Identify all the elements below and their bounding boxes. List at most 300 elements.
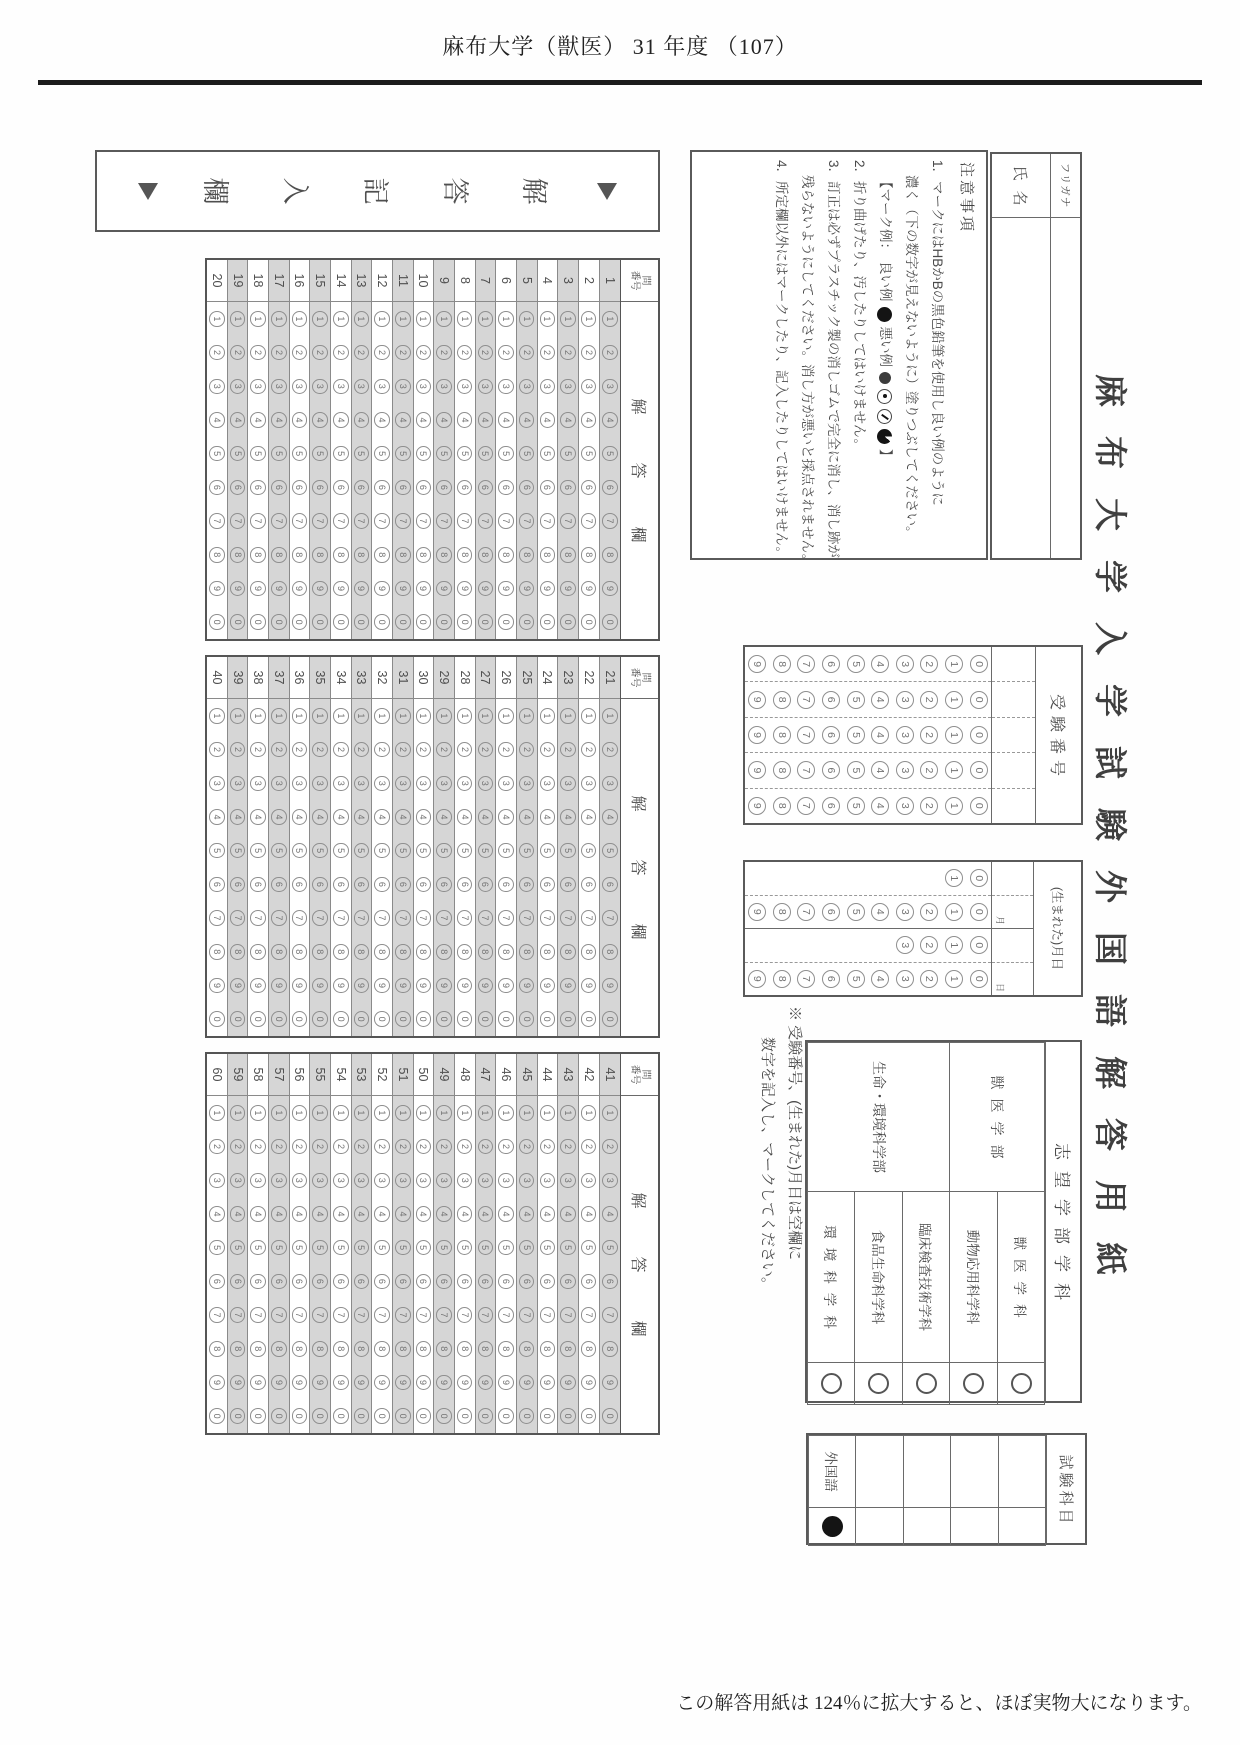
digit-bubble[interactable]: 5 <box>847 903 865 921</box>
answer-bubble[interactable]: 6 <box>457 480 473 496</box>
answer-bubble[interactable]: 7 <box>271 910 287 926</box>
answer-bubble[interactable]: 9 <box>271 1375 287 1391</box>
answer-bubble[interactable]: 7 <box>457 910 473 926</box>
answer-bubble[interactable]: 6 <box>560 480 576 496</box>
answer-bubble[interactable]: 6 <box>209 877 225 893</box>
answer-bubble[interactable]: 3 <box>374 1173 390 1189</box>
answer-bubble[interactable]: 5 <box>498 1240 514 1256</box>
digit-bubble[interactable]: 0 <box>970 691 988 709</box>
answer-bubble[interactable]: 5 <box>519 446 535 462</box>
digit-bubble[interactable]: 2 <box>920 726 938 744</box>
answer-bubble[interactable]: 2 <box>354 742 370 758</box>
digit-bubble[interactable]: 6 <box>822 797 840 815</box>
answer-bubble[interactable]: 9 <box>312 581 328 597</box>
answer-bubble[interactable]: 7 <box>478 1307 494 1323</box>
answer-bubble[interactable]: 9 <box>209 581 225 597</box>
answer-bubble[interactable]: 2 <box>230 345 246 361</box>
digit-bubble[interactable]: 3 <box>896 936 914 954</box>
answer-bubble[interactable]: 6 <box>374 1274 390 1290</box>
exam-number-write-cell[interactable] <box>992 647 1035 681</box>
answer-bubble[interactable]: 0 <box>519 1408 535 1424</box>
answer-bubble[interactable]: 0 <box>436 1408 452 1424</box>
answer-bubble[interactable]: 0 <box>271 1011 287 1027</box>
answer-bubble[interactable]: 2 <box>602 345 618 361</box>
answer-bubble[interactable]: 3 <box>271 1173 287 1189</box>
answer-bubble[interactable]: 1 <box>498 708 514 724</box>
answer-bubble[interactable]: 6 <box>540 877 556 893</box>
digit-bubble[interactable]: 2 <box>920 936 938 954</box>
answer-bubble[interactable]: 2 <box>250 345 266 361</box>
answer-bubble[interactable]: 5 <box>230 1240 246 1256</box>
answer-bubble[interactable]: 7 <box>312 1307 328 1323</box>
answer-bubble[interactable]: 9 <box>374 581 390 597</box>
answer-bubble[interactable]: 4 <box>374 809 390 825</box>
answer-bubble[interactable]: 2 <box>395 1139 411 1155</box>
answer-bubble[interactable]: 5 <box>560 446 576 462</box>
answer-bubble[interactable]: 8 <box>292 1341 308 1357</box>
answer-bubble[interactable]: 6 <box>436 877 452 893</box>
answer-bubble[interactable]: 2 <box>581 345 597 361</box>
answer-bubble[interactable]: 3 <box>498 379 514 395</box>
answer-bubble[interactable]: 6 <box>416 480 432 496</box>
digit-bubble[interactable]: 9 <box>748 761 766 779</box>
answer-bubble[interactable]: 4 <box>395 809 411 825</box>
answer-bubble[interactable]: 9 <box>333 978 349 994</box>
answer-bubble[interactable]: 3 <box>395 1173 411 1189</box>
answer-bubble[interactable]: 6 <box>395 877 411 893</box>
answer-bubble[interactable]: 4 <box>457 809 473 825</box>
answer-bubble[interactable]: 3 <box>498 1173 514 1189</box>
answer-bubble[interactable]: 6 <box>478 877 494 893</box>
digit-bubble[interactable]: 2 <box>920 970 938 988</box>
answer-bubble[interactable]: 2 <box>271 742 287 758</box>
digit-bubble[interactable]: 6 <box>822 903 840 921</box>
answer-bubble[interactable]: 0 <box>498 1011 514 1027</box>
answer-bubble[interactable]: 9 <box>540 978 556 994</box>
answer-bubble[interactable]: 2 <box>540 1139 556 1155</box>
answer-bubble[interactable]: 6 <box>250 877 266 893</box>
answer-bubble[interactable]: 3 <box>560 379 576 395</box>
answer-bubble[interactable]: 6 <box>478 1274 494 1290</box>
answer-bubble[interactable]: 7 <box>209 1307 225 1323</box>
answer-bubble[interactable]: 9 <box>416 581 432 597</box>
answer-bubble[interactable]: 3 <box>271 379 287 395</box>
answer-bubble[interactable]: 6 <box>250 1274 266 1290</box>
digit-bubble[interactable]: 9 <box>748 797 766 815</box>
answer-bubble[interactable]: 5 <box>478 1240 494 1256</box>
answer-bubble[interactable]: 1 <box>478 1105 494 1121</box>
answer-bubble[interactable]: 3 <box>416 776 432 792</box>
answer-bubble[interactable]: 8 <box>498 1341 514 1357</box>
answer-bubble[interactable]: 9 <box>250 1375 266 1391</box>
answer-bubble[interactable]: 0 <box>560 1408 576 1424</box>
answer-bubble[interactable]: 8 <box>416 1341 432 1357</box>
answer-bubble[interactable]: 9 <box>271 581 287 597</box>
answer-bubble[interactable]: 8 <box>416 944 432 960</box>
answer-bubble[interactable]: 3 <box>540 379 556 395</box>
answer-bubble[interactable]: 8 <box>498 944 514 960</box>
answer-bubble[interactable]: 8 <box>209 547 225 563</box>
answer-bubble[interactable]: 3 <box>519 379 535 395</box>
answer-bubble[interactable]: 8 <box>312 944 328 960</box>
answer-bubble[interactable]: 5 <box>416 843 432 859</box>
answer-bubble[interactable]: 3 <box>602 776 618 792</box>
answer-bubble[interactable]: 1 <box>374 1105 390 1121</box>
answer-bubble[interactable]: 3 <box>230 776 246 792</box>
answer-bubble[interactable]: 1 <box>519 1105 535 1121</box>
answer-bubble[interactable]: 6 <box>230 480 246 496</box>
answer-bubble[interactable]: 3 <box>416 1173 432 1189</box>
answer-bubble[interactable]: 3 <box>519 776 535 792</box>
answer-bubble[interactable]: 4 <box>209 412 225 428</box>
answer-bubble[interactable]: 2 <box>436 345 452 361</box>
digit-bubble[interactable]: 7 <box>797 761 815 779</box>
answer-bubble[interactable]: 3 <box>581 379 597 395</box>
answer-bubble[interactable]: 7 <box>457 1307 473 1323</box>
answer-bubble[interactable]: 7 <box>312 910 328 926</box>
birth-date-write-cell[interactable] <box>992 928 1033 962</box>
answer-bubble[interactable]: 6 <box>271 877 287 893</box>
exam-number-write-cell[interactable] <box>992 681 1035 716</box>
answer-bubble[interactable]: 1 <box>354 1105 370 1121</box>
department-mark-circle[interactable] <box>963 1373 984 1394</box>
answer-bubble[interactable]: 0 <box>519 614 535 630</box>
answer-bubble[interactable]: 5 <box>230 843 246 859</box>
answer-bubble[interactable]: 2 <box>271 345 287 361</box>
answer-bubble[interactable]: 8 <box>312 547 328 563</box>
answer-bubble[interactable]: 8 <box>312 1341 328 1357</box>
answer-bubble[interactable]: 0 <box>498 614 514 630</box>
answer-bubble[interactable]: 5 <box>250 843 266 859</box>
answer-bubble[interactable]: 6 <box>581 1274 597 1290</box>
answer-bubble[interactable]: 5 <box>540 843 556 859</box>
answer-bubble[interactable]: 3 <box>602 379 618 395</box>
digit-bubble[interactable]: 7 <box>797 726 815 744</box>
digit-bubble[interactable]: 0 <box>970 869 988 887</box>
answer-bubble[interactable]: 8 <box>416 547 432 563</box>
answer-bubble[interactable]: 5 <box>540 1240 556 1256</box>
answer-bubble[interactable]: 5 <box>395 1240 411 1256</box>
answer-bubble[interactable]: 2 <box>230 742 246 758</box>
answer-bubble[interactable]: 7 <box>540 910 556 926</box>
answer-bubble[interactable]: 4 <box>374 412 390 428</box>
digit-bubble[interactable]: 6 <box>822 726 840 744</box>
answer-bubble[interactable]: 6 <box>230 877 246 893</box>
answer-bubble[interactable]: 1 <box>312 708 328 724</box>
answer-bubble[interactable]: 8 <box>436 944 452 960</box>
answer-bubble[interactable]: 2 <box>312 742 328 758</box>
answer-bubble[interactable]: 7 <box>540 513 556 529</box>
answer-bubble[interactable]: 7 <box>560 1307 576 1323</box>
answer-bubble[interactable]: 7 <box>250 1307 266 1323</box>
answer-bubble[interactable]: 8 <box>374 547 390 563</box>
answer-bubble[interactable]: 5 <box>209 1240 225 1256</box>
answer-bubble[interactable]: 3 <box>478 1173 494 1189</box>
digit-bubble[interactable]: 9 <box>748 903 766 921</box>
answer-bubble[interactable]: 6 <box>519 877 535 893</box>
answer-bubble[interactable]: 8 <box>519 547 535 563</box>
answer-bubble[interactable]: 3 <box>478 379 494 395</box>
answer-bubble[interactable]: 0 <box>292 1408 308 1424</box>
answer-bubble[interactable]: 1 <box>560 311 576 327</box>
digit-bubble[interactable]: 0 <box>970 797 988 815</box>
answer-bubble[interactable]: 4 <box>436 412 452 428</box>
digit-bubble[interactable]: 2 <box>920 903 938 921</box>
answer-bubble[interactable]: 9 <box>292 1375 308 1391</box>
answer-bubble[interactable]: 1 <box>271 311 287 327</box>
answer-bubble[interactable]: 5 <box>602 843 618 859</box>
answer-bubble[interactable]: 8 <box>457 1341 473 1357</box>
answer-bubble[interactable]: 7 <box>602 910 618 926</box>
answer-bubble[interactable]: 5 <box>354 843 370 859</box>
answer-bubble[interactable]: 1 <box>581 708 597 724</box>
answer-bubble[interactable]: 4 <box>271 412 287 428</box>
digit-bubble[interactable]: 2 <box>920 797 938 815</box>
answer-bubble[interactable]: 7 <box>271 513 287 529</box>
answer-bubble[interactable]: 2 <box>498 1139 514 1155</box>
answer-bubble[interactable]: 8 <box>271 944 287 960</box>
answer-bubble[interactable]: 2 <box>602 1139 618 1155</box>
answer-bubble[interactable]: 5 <box>354 1240 370 1256</box>
answer-bubble[interactable]: 3 <box>540 1173 556 1189</box>
digit-bubble[interactable]: 7 <box>797 970 815 988</box>
answer-bubble[interactable]: 5 <box>209 446 225 462</box>
answer-bubble[interactable]: 4 <box>354 1206 370 1222</box>
answer-bubble[interactable]: 4 <box>395 412 411 428</box>
answer-bubble[interactable]: 9 <box>395 581 411 597</box>
answer-bubble[interactable]: 7 <box>498 910 514 926</box>
answer-bubble[interactable]: 5 <box>602 1240 618 1256</box>
answer-bubble[interactable]: 5 <box>416 446 432 462</box>
answer-bubble[interactable]: 9 <box>230 581 246 597</box>
exam-number-write-cell[interactable] <box>992 717 1035 752</box>
answer-bubble[interactable]: 8 <box>560 944 576 960</box>
answer-bubble[interactable]: 9 <box>209 1375 225 1391</box>
answer-bubble[interactable]: 7 <box>292 513 308 529</box>
answer-bubble[interactable]: 5 <box>312 446 328 462</box>
answer-bubble[interactable]: 1 <box>498 311 514 327</box>
answer-bubble[interactable]: 3 <box>560 776 576 792</box>
answer-bubble[interactable]: 2 <box>209 742 225 758</box>
answer-bubble[interactable]: 1 <box>292 1105 308 1121</box>
answer-bubble[interactable]: 4 <box>436 1206 452 1222</box>
answer-bubble[interactable]: 0 <box>581 1408 597 1424</box>
answer-bubble[interactable]: 9 <box>478 581 494 597</box>
digit-bubble[interactable]: 4 <box>871 691 889 709</box>
answer-bubble[interactable]: 5 <box>374 843 390 859</box>
answer-bubble[interactable]: 0 <box>498 1408 514 1424</box>
answer-bubble[interactable]: 2 <box>271 1139 287 1155</box>
answer-bubble[interactable]: 6 <box>519 1274 535 1290</box>
digit-bubble[interactable]: 9 <box>748 691 766 709</box>
answer-bubble[interactable]: 4 <box>519 412 535 428</box>
answer-bubble[interactable]: 6 <box>230 1274 246 1290</box>
answer-bubble[interactable]: 2 <box>374 345 390 361</box>
digit-bubble[interactable]: 5 <box>847 691 865 709</box>
answer-bubble[interactable]: 4 <box>602 809 618 825</box>
answer-bubble[interactable]: 4 <box>478 1206 494 1222</box>
answer-bubble[interactable]: 1 <box>271 708 287 724</box>
answer-bubble[interactable]: 9 <box>230 978 246 994</box>
answer-bubble[interactable]: 9 <box>333 1375 349 1391</box>
answer-bubble[interactable]: 3 <box>230 1173 246 1189</box>
answer-bubble[interactable]: 6 <box>312 480 328 496</box>
name-input[interactable] <box>992 218 1050 558</box>
answer-bubble[interactable]: 8 <box>581 547 597 563</box>
answer-bubble[interactable]: 1 <box>581 1105 597 1121</box>
answer-bubble[interactable]: 1 <box>457 708 473 724</box>
answer-bubble[interactable]: 1 <box>292 311 308 327</box>
answer-bubble[interactable]: 9 <box>457 1375 473 1391</box>
digit-bubble[interactable]: 8 <box>773 655 791 673</box>
digit-bubble[interactable]: 7 <box>797 691 815 709</box>
answer-bubble[interactable]: 8 <box>333 1341 349 1357</box>
digit-bubble[interactable]: 5 <box>847 761 865 779</box>
answer-bubble[interactable]: 7 <box>292 910 308 926</box>
answer-bubble[interactable]: 4 <box>478 412 494 428</box>
answer-bubble[interactable]: 2 <box>560 345 576 361</box>
answer-bubble[interactable]: 7 <box>519 1307 535 1323</box>
answer-bubble[interactable]: 3 <box>436 1173 452 1189</box>
answer-bubble[interactable]: 4 <box>271 1206 287 1222</box>
answer-bubble[interactable]: 4 <box>374 1206 390 1222</box>
digit-bubble[interactable]: 0 <box>970 970 988 988</box>
answer-bubble[interactable]: 2 <box>416 742 432 758</box>
answer-bubble[interactable]: 5 <box>540 446 556 462</box>
answer-bubble[interactable]: 6 <box>416 877 432 893</box>
answer-bubble[interactable]: 9 <box>519 581 535 597</box>
answer-bubble[interactable]: 9 <box>374 978 390 994</box>
answer-bubble[interactable]: 7 <box>416 910 432 926</box>
answer-bubble[interactable]: 0 <box>395 1408 411 1424</box>
answer-bubble[interactable]: 7 <box>581 910 597 926</box>
department-mark-circle[interactable] <box>1011 1373 1032 1394</box>
answer-bubble[interactable]: 8 <box>333 547 349 563</box>
answer-bubble[interactable]: 4 <box>457 412 473 428</box>
exam-number-write-cell[interactable] <box>992 788 1035 823</box>
department-mark-cell[interactable] <box>808 1363 856 1405</box>
answer-bubble[interactable]: 4 <box>560 412 576 428</box>
answer-bubble[interactable]: 6 <box>374 480 390 496</box>
answer-bubble[interactable]: 0 <box>457 1011 473 1027</box>
answer-bubble[interactable]: 4 <box>540 1206 556 1222</box>
digit-bubble[interactable]: 0 <box>970 903 988 921</box>
answer-bubble[interactable]: 9 <box>416 1375 432 1391</box>
answer-bubble[interactable]: 0 <box>230 614 246 630</box>
digit-bubble[interactable]: 1 <box>945 970 963 988</box>
answer-bubble[interactable]: 0 <box>209 1408 225 1424</box>
answer-bubble[interactable]: 2 <box>540 345 556 361</box>
answer-bubble[interactable]: 6 <box>560 1274 576 1290</box>
answer-bubble[interactable]: 1 <box>540 311 556 327</box>
answer-bubble[interactable]: 4 <box>560 809 576 825</box>
digit-bubble[interactable]: 5 <box>847 970 865 988</box>
answer-bubble[interactable]: 7 <box>560 910 576 926</box>
answer-bubble[interactable]: 1 <box>602 1105 618 1121</box>
answer-bubble[interactable]: 2 <box>498 345 514 361</box>
answer-bubble[interactable]: 0 <box>436 1011 452 1027</box>
answer-bubble[interactable]: 4 <box>581 1206 597 1222</box>
answer-bubble[interactable]: 6 <box>271 1274 287 1290</box>
answer-bubble[interactable]: 4 <box>498 412 514 428</box>
answer-bubble[interactable]: 3 <box>209 1173 225 1189</box>
answer-bubble[interactable]: 0 <box>271 1408 287 1424</box>
answer-bubble[interactable]: 7 <box>250 910 266 926</box>
digit-bubble[interactable]: 5 <box>847 655 865 673</box>
answer-bubble[interactable]: 2 <box>354 345 370 361</box>
answer-bubble[interactable]: 8 <box>519 1341 535 1357</box>
answer-bubble[interactable]: 7 <box>230 513 246 529</box>
answer-bubble[interactable]: 1 <box>250 1105 266 1121</box>
answer-bubble[interactable]: 6 <box>581 480 597 496</box>
answer-bubble[interactable]: 6 <box>333 480 349 496</box>
answer-bubble[interactable]: 1 <box>374 311 390 327</box>
answer-bubble[interactable]: 4 <box>250 809 266 825</box>
answer-bubble[interactable]: 0 <box>478 614 494 630</box>
answer-bubble[interactable]: 9 <box>354 978 370 994</box>
answer-bubble[interactable]: 7 <box>519 513 535 529</box>
answer-bubble[interactable]: 7 <box>602 1307 618 1323</box>
digit-bubble[interactable]: 8 <box>773 903 791 921</box>
answer-bubble[interactable]: 7 <box>498 513 514 529</box>
furigana-input[interactable] <box>1051 218 1080 558</box>
answer-bubble[interactable]: 5 <box>436 1240 452 1256</box>
answer-bubble[interactable]: 7 <box>333 1307 349 1323</box>
answer-bubble[interactable]: 1 <box>230 311 246 327</box>
answer-bubble[interactable]: 7 <box>602 513 618 529</box>
answer-bubble[interactable]: 3 <box>209 379 225 395</box>
answer-bubble[interactable]: 1 <box>436 1105 452 1121</box>
answer-bubble[interactable]: 5 <box>457 1240 473 1256</box>
answer-bubble[interactable]: 6 <box>519 480 535 496</box>
answer-bubble[interactable]: 6 <box>333 877 349 893</box>
answer-bubble[interactable]: 2 <box>416 345 432 361</box>
answer-bubble[interactable]: 5 <box>581 1240 597 1256</box>
answer-bubble[interactable]: 4 <box>436 809 452 825</box>
answer-bubble[interactable]: 0 <box>540 614 556 630</box>
answer-bubble[interactable]: 4 <box>292 809 308 825</box>
answer-bubble[interactable]: 4 <box>416 809 432 825</box>
digit-bubble[interactable]: 9 <box>748 726 766 744</box>
answer-bubble[interactable]: 8 <box>395 547 411 563</box>
digit-bubble[interactable]: 9 <box>748 655 766 673</box>
answer-bubble[interactable]: 4 <box>333 412 349 428</box>
answer-bubble[interactable]: 1 <box>540 1105 556 1121</box>
answer-bubble[interactable]: 9 <box>292 978 308 994</box>
answer-bubble[interactable]: 7 <box>312 513 328 529</box>
answer-bubble[interactable]: 2 <box>540 742 556 758</box>
answer-bubble[interactable]: 9 <box>581 978 597 994</box>
answer-bubble[interactable]: 2 <box>560 742 576 758</box>
answer-bubble[interactable]: 1 <box>416 708 432 724</box>
digit-bubble[interactable]: 0 <box>970 936 988 954</box>
answer-bubble[interactable]: 3 <box>436 776 452 792</box>
answer-bubble[interactable]: 1 <box>354 311 370 327</box>
answer-bubble[interactable]: 4 <box>540 809 556 825</box>
answer-bubble[interactable]: 9 <box>540 1375 556 1391</box>
answer-bubble[interactable]: 5 <box>333 1240 349 1256</box>
answer-bubble[interactable]: 7 <box>333 513 349 529</box>
digit-bubble[interactable]: 8 <box>773 797 791 815</box>
answer-bubble[interactable]: 1 <box>436 311 452 327</box>
answer-bubble[interactable]: 5 <box>478 446 494 462</box>
digit-bubble[interactable]: 7 <box>797 655 815 673</box>
answer-bubble[interactable]: 6 <box>540 1274 556 1290</box>
answer-bubble[interactable]: 9 <box>498 1375 514 1391</box>
exam-number-write-cell[interactable] <box>992 752 1035 787</box>
answer-bubble[interactable]: 7 <box>416 513 432 529</box>
answer-bubble[interactable]: 4 <box>312 412 328 428</box>
